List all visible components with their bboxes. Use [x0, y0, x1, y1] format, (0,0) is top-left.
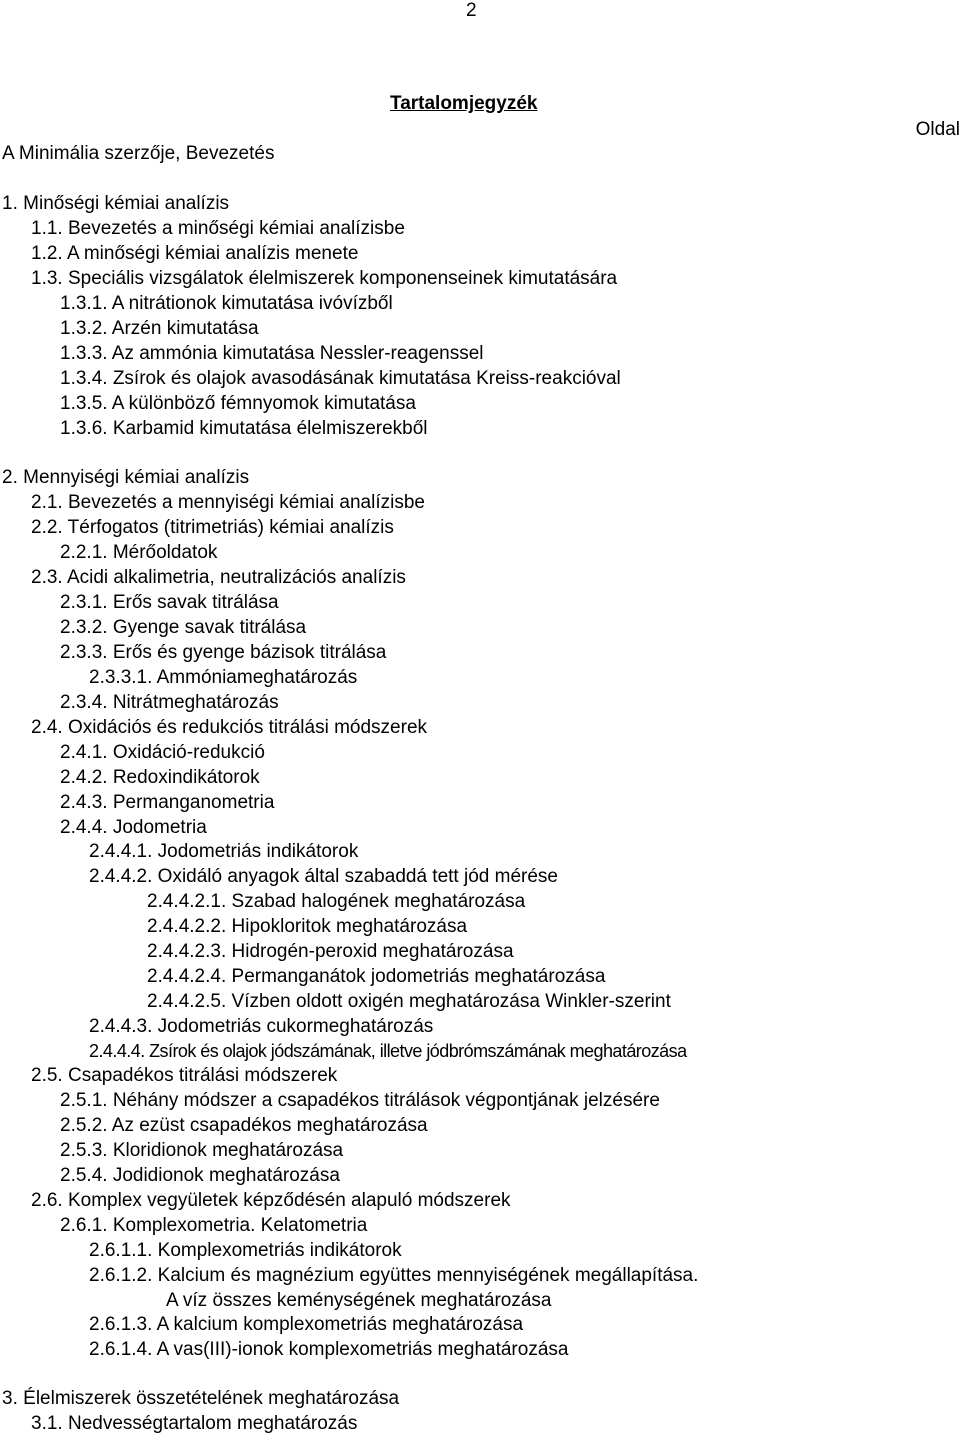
toc-entry-number: 2.1. [31, 492, 63, 513]
toc-entry-number: 2.6.1.4. [89, 1339, 153, 1360]
toc-entry-title: Permanganometria [112, 792, 275, 813]
toc-entry [60, 817, 207, 839]
toc-entry-title: Erős savak titrálása [112, 592, 279, 613]
toc-entry-number: 2.4.4. [60, 817, 108, 838]
toc-entry [31, 567, 406, 589]
toc-entry-number: 2.5.2. [60, 1115, 108, 1136]
toc-entry [89, 1265, 698, 1287]
toc-entry-number: 2.6.1.3. [89, 1314, 153, 1335]
toc-entry-title: Oxidációs és redukciós titrálási módszerek [67, 717, 428, 738]
toc-entry-title: Speciális vizsgálatok élelmiszerek komponenseinek kimutatására [67, 268, 618, 289]
toc-entry-number: 2.4.4.2.2. [147, 916, 227, 937]
toc-entry-number: 2.4.4.2.5. [147, 991, 227, 1012]
toc-entry [89, 1339, 568, 1361]
toc-entry-title: Térfogatos (titrimetriás) kémiai analízis [67, 517, 394, 538]
toc-entry-number: 2.2. [31, 517, 63, 538]
toc-entry-title: Erős és gyenge bázisok titrálása [112, 642, 387, 663]
toc-entry-number: 2.3.3. [60, 642, 108, 663]
toc-entry-number: 2. [2, 467, 18, 488]
toc-entry [60, 642, 386, 664]
toc-title: Tartalomjegyzék [390, 93, 538, 114]
toc-entry [60, 293, 393, 315]
page-number: 2 [466, 0, 477, 21]
toc-entry-title: A kalcium komplexometriás meghatározása [156, 1314, 524, 1335]
toc-entry-number: 1.3. [31, 268, 63, 289]
toc-entry [147, 966, 605, 988]
toc-entry-number: 2.4. [31, 717, 63, 738]
toc-entry [60, 1215, 367, 1237]
toc-entry-title: Jodidionok meghatározása [112, 1165, 340, 1186]
toc-entry-number: 2.4.2. [60, 767, 108, 788]
toc-entry-title: Az ammónia kimutatása Nessler-reagenssel [111, 343, 484, 364]
toc-entry-title: Ammóniameghatározás [156, 667, 358, 688]
toc-entry-number: 2.4.4.2.4. [147, 966, 227, 987]
toc-entry-number: 3. [2, 1388, 18, 1409]
toc-entry-title: Mennyiségi kémiai analízis [23, 467, 250, 488]
toc-entry-title: Oxidáló anyagok által szabaddá tett jód mérése [157, 866, 558, 887]
toc-entry-number: 2.4.4.2.3. [147, 941, 227, 962]
toc-entry-number: 2.6.1.2. [89, 1265, 153, 1286]
toc-entry-number: 2.5.4. [60, 1165, 108, 1186]
toc-entry-number: 2.3.1. [60, 592, 108, 613]
toc-entry [89, 1314, 523, 1336]
toc-entry-number: 2.3.3.1. [89, 667, 153, 688]
toc-entry-title: Mérőoldatok [112, 542, 218, 563]
toc-entry [60, 1140, 343, 1162]
toc-entry-number: 1.3.2. [60, 318, 108, 339]
toc-entry-number: 2.6.1.1. [89, 1240, 153, 1261]
toc-entry [60, 792, 274, 814]
toc-entry-number: 1.3.1. [60, 293, 108, 314]
toc-entry-title: Élelmiszerek összetételének meghatározása [23, 1388, 400, 1409]
toc-entry-title: Szabad halogének meghatározása [231, 891, 526, 912]
toc-entry [147, 991, 671, 1013]
toc-entry [166, 1290, 551, 1312]
toc-entry [147, 916, 467, 938]
toc-entry [60, 617, 306, 639]
toc-entry-title: Zsírok és olajok jódszámának, illetve jódbrómszámának meghatározása [149, 1041, 687, 1061]
toc-entry-title: Bevezetés a mennyiségi kémiai analízisbe [67, 492, 425, 513]
toc-entry [89, 841, 358, 863]
toc-entry [89, 866, 558, 888]
toc-entry [31, 1065, 337, 1087]
toc-entry-title: A nitrátionok kimutatása ivóvízből [111, 293, 393, 314]
toc-entry-title: Komplex vegyületek képződésén alapuló módszerek [67, 1190, 511, 1211]
toc-entry-title: Az ezüst csapadékos meghatározása [111, 1115, 428, 1136]
toc-entry [60, 1090, 660, 1112]
toc-entry-number: 2.3.4. [60, 692, 108, 713]
toc-entry [60, 767, 260, 789]
toc-entry [60, 1165, 340, 1187]
toc-entry-title: Permanganátok jodometriás meghatározása [231, 966, 606, 987]
toc-entry [31, 517, 394, 539]
toc-entry [89, 1040, 687, 1062]
toc-entry-title: A Minimália szerzője, Bevezetés [2, 143, 275, 164]
toc-entry-number: 1.3.6. [60, 418, 108, 439]
toc-entry-title: Bevezetés a minőségi kémiai analízisbe [67, 218, 405, 239]
toc-entry [89, 1016, 433, 1038]
toc-entry-number: 2.3. [31, 567, 63, 588]
toc-entry-number: 2.5. [31, 1065, 63, 1086]
toc-entry-number: 2.6. [31, 1190, 63, 1211]
toc-entry [89, 667, 357, 689]
toc-entry-number: 2.5.1. [60, 1090, 108, 1111]
toc-entry [147, 941, 514, 963]
toc-entry [60, 368, 621, 390]
toc-entry [89, 1240, 402, 1262]
toc-entry [31, 717, 427, 739]
toc-entry-title: Csapadékos titrálási módszerek [67, 1065, 338, 1086]
toc-entry [2, 143, 274, 165]
toc-entry-title: Acidi alkalimetria, neutralizációs analízis [66, 567, 406, 588]
toc-entry-number: 3.1. [31, 1413, 63, 1434]
toc-entry [31, 1413, 357, 1435]
toc-entry-title: A vas(III)-ionok komplexometriás meghatározása [156, 1339, 569, 1360]
toc-entry-title: Nitrátmeghatározás [112, 692, 279, 713]
toc-entry-number: 2.4.4.2.1. [147, 891, 227, 912]
toc-entry-number: 2.4.4.4. [89, 1041, 145, 1061]
toc-entry-number: 1.3.4. [60, 368, 108, 389]
toc-entry [60, 1115, 428, 1137]
toc-entry-title: Komplexometriás indikátorok [157, 1240, 402, 1261]
toc-entry-title: Gyenge savak titrálása [112, 617, 307, 638]
toc-entry-title: Hidrogén-peroxid meghatározása [231, 941, 514, 962]
toc-entry-title: A minőségi kémiai analízis menete [66, 243, 359, 264]
toc-entry [31, 1190, 511, 1212]
toc-entry [31, 492, 425, 514]
toc-entry-title: A különböző fémnyomok kimutatása [111, 393, 416, 414]
toc-entry-number: 1.3.3. [60, 343, 108, 364]
toc-entry-title: A víz összes keménységének meghatározása [166, 1290, 552, 1311]
toc-entry-number: 1.2. [31, 243, 63, 264]
toc-entry [31, 243, 358, 265]
toc-entry-title: Komplexometria. Kelatometria [112, 1215, 368, 1236]
toc-entry-title: Vízben oldott oxigén meghatározása Winkler-szerint [231, 991, 671, 1012]
toc-entry-number: 2.4.3. [60, 792, 108, 813]
toc-entry [60, 418, 428, 440]
toc-entry-number: 2.3.2. [60, 617, 108, 638]
toc-entry-number: 2.4.4.1. [89, 841, 153, 862]
toc-entry [147, 891, 525, 913]
toc-entry-title: Kalcium és magnézium együttes mennyiségének megállapítása. [157, 1265, 699, 1286]
toc-entry [2, 1388, 399, 1410]
toc-entry [2, 193, 229, 215]
toc-entry [2, 467, 249, 489]
toc-entry-title: Jodometriás indikátorok [157, 841, 359, 862]
toc-entry-title: Hipokloritok meghatározása [231, 916, 468, 937]
toc-entry-title: Oxidáció-redukció [112, 742, 265, 763]
toc-entry-title: Jodometria [112, 817, 207, 838]
toc-entry-title: Arzén kimutatása [111, 318, 259, 339]
toc-entry-title: Zsírok és olajok avasodásának kimutatása Kreiss-reakcióval [112, 368, 621, 389]
toc-entry-number: 1. [2, 193, 18, 214]
toc-entry-number: 2.2.1. [60, 542, 108, 563]
toc-entry-number: 2.4.4.3. [89, 1016, 153, 1037]
toc-entry [60, 343, 484, 365]
toc-entry-number: 1.3.5. [60, 393, 108, 414]
toc-entry-title: Kloridionok meghatározása [112, 1140, 344, 1161]
toc-entry-title: Minőségi kémiai analízis [23, 193, 230, 214]
toc-entry-number: 2.4.1. [60, 742, 108, 763]
toc-entry [60, 318, 259, 340]
toc-entry-title: Redoxindikátorok [112, 767, 260, 788]
toc-entry [60, 742, 265, 764]
toc-entry [31, 218, 405, 240]
toc-entry [60, 393, 416, 415]
toc-entry [31, 268, 617, 290]
toc-entry-title: Karbamid kimutatása élelmiszerekből [112, 418, 428, 439]
page-column-label: Oldal [915, 119, 960, 140]
toc-entry-title: Nedvességtartalom meghatározás [67, 1413, 358, 1434]
toc-entry-title: Jodometriás cukormeghatározás [157, 1016, 434, 1037]
toc-entry [60, 542, 217, 564]
toc-entry-number: 2.6.1. [60, 1215, 108, 1236]
toc-entry-number: 2.5.3. [60, 1140, 108, 1161]
toc-entry-number: 2.4.4.2. [89, 866, 153, 887]
toc-entry-number: 1.1. [31, 218, 63, 239]
toc-entry-title: Néhány módszer a csapadékos titrálások végpontjának jelzésére [112, 1090, 660, 1111]
toc-entry [60, 592, 279, 614]
toc-entry [60, 692, 279, 714]
